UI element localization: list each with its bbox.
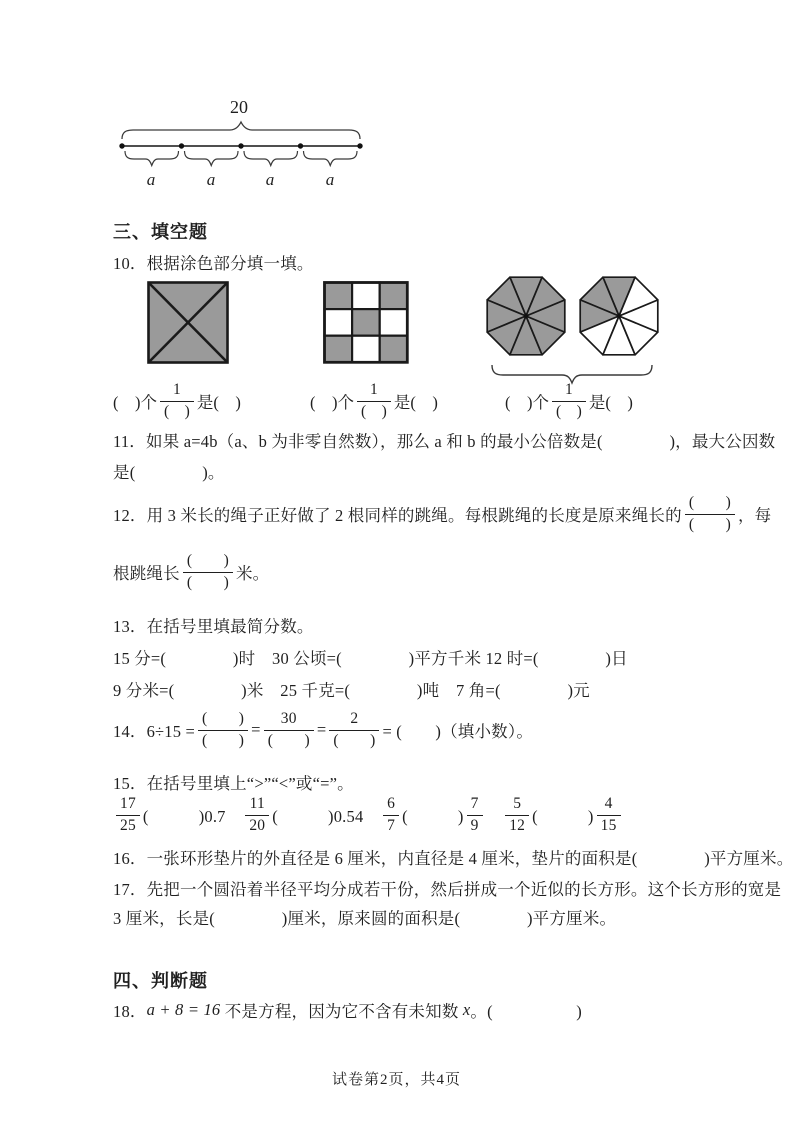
question-16-line: 16．一张环形垫片的外直径是 6 厘米，内直径是 4 厘米，垫片的面积是( )平方厘米。 xyxy=(113,849,793,868)
variable-x: x xyxy=(462,1000,471,1019)
caption-post: 是( ) xyxy=(196,393,241,413)
question-17-line1: 17．先把一个圆沿着半径平均分成若干份，然后拼成一个近似的长方形。这个长方形的宽是 xyxy=(113,880,782,899)
figure-square-diagonals xyxy=(147,281,229,364)
question-text: 不是方程，因为它不含有未知数 xyxy=(220,1002,463,1021)
section-heading-fill-blanks: 三、填空题 xyxy=(113,222,208,242)
question-17-line2: 3 厘米，长是( )厘米，原来圆的面积是( )平方厘米。 xyxy=(113,909,617,928)
fraction: $\frac{11}{20}$ xyxy=(245,795,269,835)
question-14-line xyxy=(113,708,533,752)
page-footer: 试卷第2页，共4页 xyxy=(331,1072,461,1088)
fraction: $\frac{6}{7}$ xyxy=(383,795,399,835)
fraction-blank: $\frac{2}{( )}$ xyxy=(329,710,379,750)
comparison-blank: ( )0.54 xyxy=(272,807,381,826)
question-text: 根跳绳长 xyxy=(113,564,180,583)
figure-octagon-partial xyxy=(575,272,663,360)
fraction-blank: $\frac{( )}{( )}$ xyxy=(685,494,735,534)
question-12-line2 xyxy=(113,551,269,593)
section-heading-true-false: 四、判断题 xyxy=(113,971,208,991)
fraction-blank: $\frac{( )}{( )}$ xyxy=(183,552,233,592)
caption-pre: ( )个 xyxy=(113,393,157,413)
fraction: $\frac{1}{( )}$ xyxy=(160,381,194,421)
question-15-line1: 15．在括号里填上“>”“<”或“=”。 xyxy=(113,774,354,793)
equation-text: a + 8 = 16 xyxy=(146,1000,221,1019)
caption-fraction-1 xyxy=(113,381,241,421)
figure-octagon-full xyxy=(482,272,570,360)
fraction: $\frac{1}{( )}$ xyxy=(357,381,391,421)
question-11-line1: 11．如果 a=4b（a、b 为非零自然数），那么 a 和 b 的最小公倍数是( )，最大公因数 xyxy=(113,432,776,451)
question-text: = ( )（填小数）。 xyxy=(382,722,534,741)
fraction: $\frac{1}{( )}$ xyxy=(552,381,586,421)
brace-line-art xyxy=(118,120,364,170)
answer-blank: 。( ) xyxy=(470,1002,582,1021)
question-13-line2: 15 分=( )时 30 公顷=( )平方千米 12 时=( )日 xyxy=(113,649,628,668)
segment-label: a xyxy=(325,170,335,189)
caption-fraction-2 xyxy=(310,381,438,421)
question-10-text: 10．根据涂色部分填一填。 xyxy=(113,254,314,273)
figure-grid-3x3 xyxy=(323,281,409,364)
question-12-line1 xyxy=(113,492,771,536)
question-text: ，每 xyxy=(737,506,772,525)
question-number: 18． xyxy=(113,1002,147,1021)
fraction-blank: $\frac{30}{( )}$ xyxy=(264,710,314,750)
comparison-blank: ( )0.7 xyxy=(142,807,243,826)
question-18-line xyxy=(113,998,582,1022)
equals-sign: = xyxy=(316,720,327,739)
segment-brace-diagram xyxy=(118,97,364,192)
segment-label: a xyxy=(206,170,216,189)
caption-post: 是( ) xyxy=(393,393,438,413)
caption-post: 是( ) xyxy=(588,393,633,413)
fraction: $\frac{5}{12}$ xyxy=(505,795,529,835)
question-13-line3: 9 分米=( )米 25 千克=( )吨 7 角=( )元 xyxy=(113,681,590,700)
question-11-line2: 是( )。 xyxy=(113,463,225,482)
total-length-label: 20 xyxy=(230,97,248,117)
question-13-line1: 13．在括号里填最简分数。 xyxy=(113,617,314,636)
comparison-blank: ( ) xyxy=(532,807,594,826)
fraction-blank: $\frac{( )}{( )}$ xyxy=(198,710,248,750)
caption-pre: ( )个 xyxy=(505,393,549,413)
question-text: 14．6÷15 = xyxy=(113,722,196,741)
segment-label: a xyxy=(265,170,275,189)
fraction: $\frac{7}{9}$ xyxy=(467,795,483,835)
caption-pre: ( )个 xyxy=(310,393,354,413)
fraction: $\frac{4}{15}$ xyxy=(597,795,621,835)
question-15-comparisons xyxy=(113,795,624,835)
equals-sign: = xyxy=(251,720,261,739)
segment-label: a xyxy=(146,170,156,189)
comparison-blank xyxy=(486,803,503,827)
question-text: 米。 xyxy=(235,564,270,583)
caption-fraction-3 xyxy=(505,381,633,421)
comparison-blank: ( ) xyxy=(402,807,464,826)
fraction: $\frac{17}{25}$ xyxy=(116,795,140,835)
question-text: 12．用 3 米长的绳子正好做了 2 根同样的跳绳。每根跳绳的长度是原来绳长的 xyxy=(113,506,682,525)
